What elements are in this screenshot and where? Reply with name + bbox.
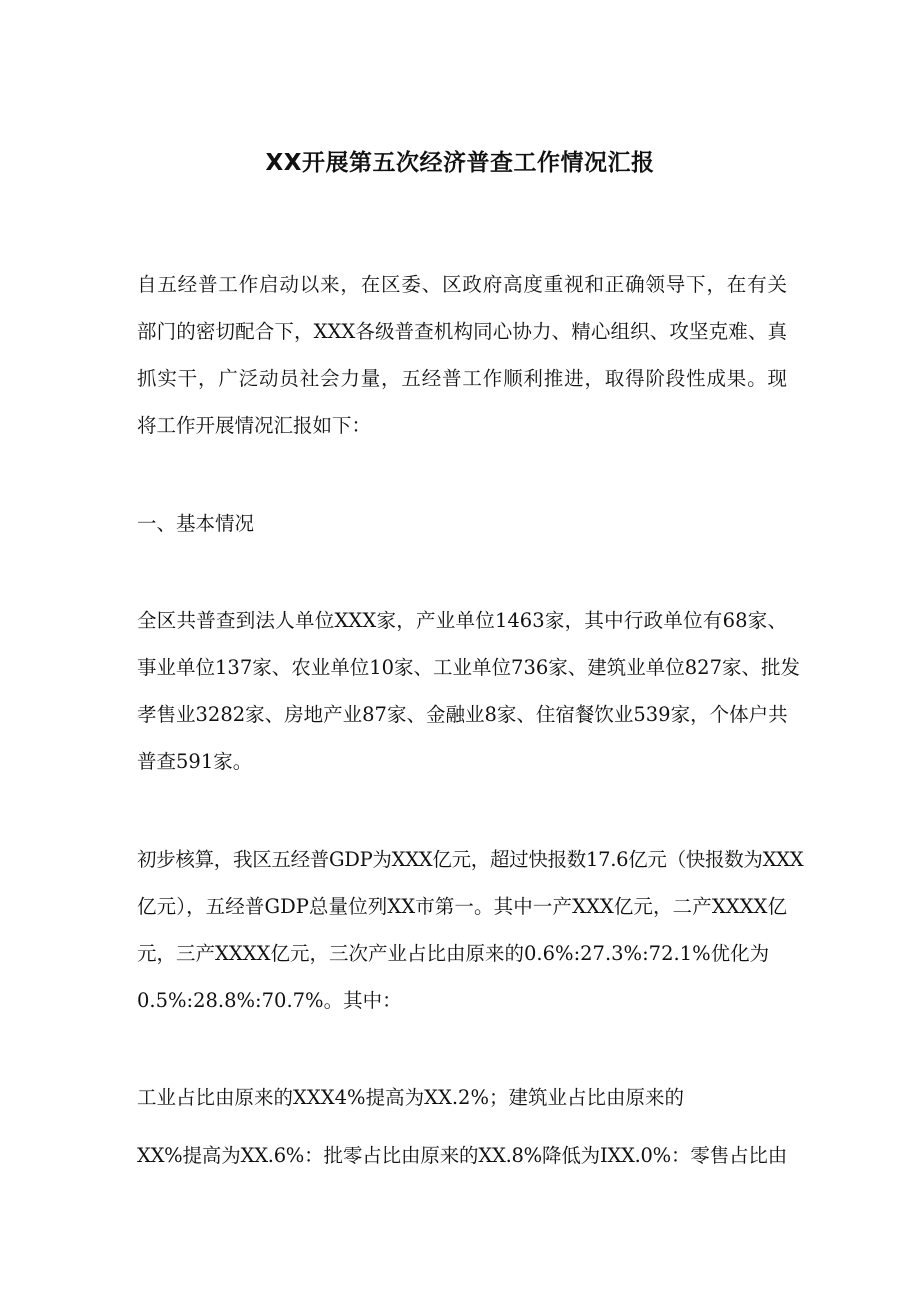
- para2-line-1: 初步核算，我区五经普GDP为XXX亿元，超过快报数17.6亿元（快报数为XXX: [137, 848, 804, 871]
- para1-line-4: 普查591家。: [137, 750, 253, 773]
- intro-line-4: 将工作开展情况汇报如下：: [137, 414, 372, 437]
- para1-line-1: 全区共普查到法人单位XXX家，产业单位1463家，其中行政单位有68家、: [137, 609, 787, 632]
- section-heading-basic: 一、基本情况: [137, 512, 255, 535]
- para2-line-2: 亿元），五经普GDP总量位列XX市第一。其中一产XXX亿元，二产XXXX亿: [137, 895, 787, 918]
- para1-line-3: 孝售业3282家、房地产业87家、金融业8家、住宿餐饮业539家，个体户共: [137, 703, 788, 726]
- intro-line-2: 部门的密切配合下，XXX各级普查机构同心协力、精心组织、攻坚克难、真: [137, 320, 787, 343]
- para2-line-3: 元，三产XXXX亿元，三次产业占比由原来的0.6%:27.3%:72.1%优化为: [137, 942, 770, 965]
- para1-line-2: 事业单位137家、农业单位10家、工业单位736家、建筑业单位827家、批发: [137, 656, 800, 679]
- document-title: XX开展第五次经济普查工作情况汇报: [265, 150, 655, 176]
- intro-line-3: 抓实干，广泛动员社会力量，五经普工作顺利推进，取得阶段性成果。现: [137, 367, 787, 390]
- para2-line-4: 0.5%:28.8%:70.7%。其中：: [137, 989, 402, 1012]
- para3-line-1: 工业占比由原来的XXX4%提高为XX.2%；建筑业占比由原来的: [137, 1086, 684, 1109]
- para3-line-2: XX%提高为XX.6%：批零占比由原来的XX.8%降低为IXX.0%：零售占比由: [137, 1144, 787, 1167]
- intro-line-1: 自五经普工作启动以来，在区委、区政府高度重视和正确领导下，在有关: [137, 273, 787, 296]
